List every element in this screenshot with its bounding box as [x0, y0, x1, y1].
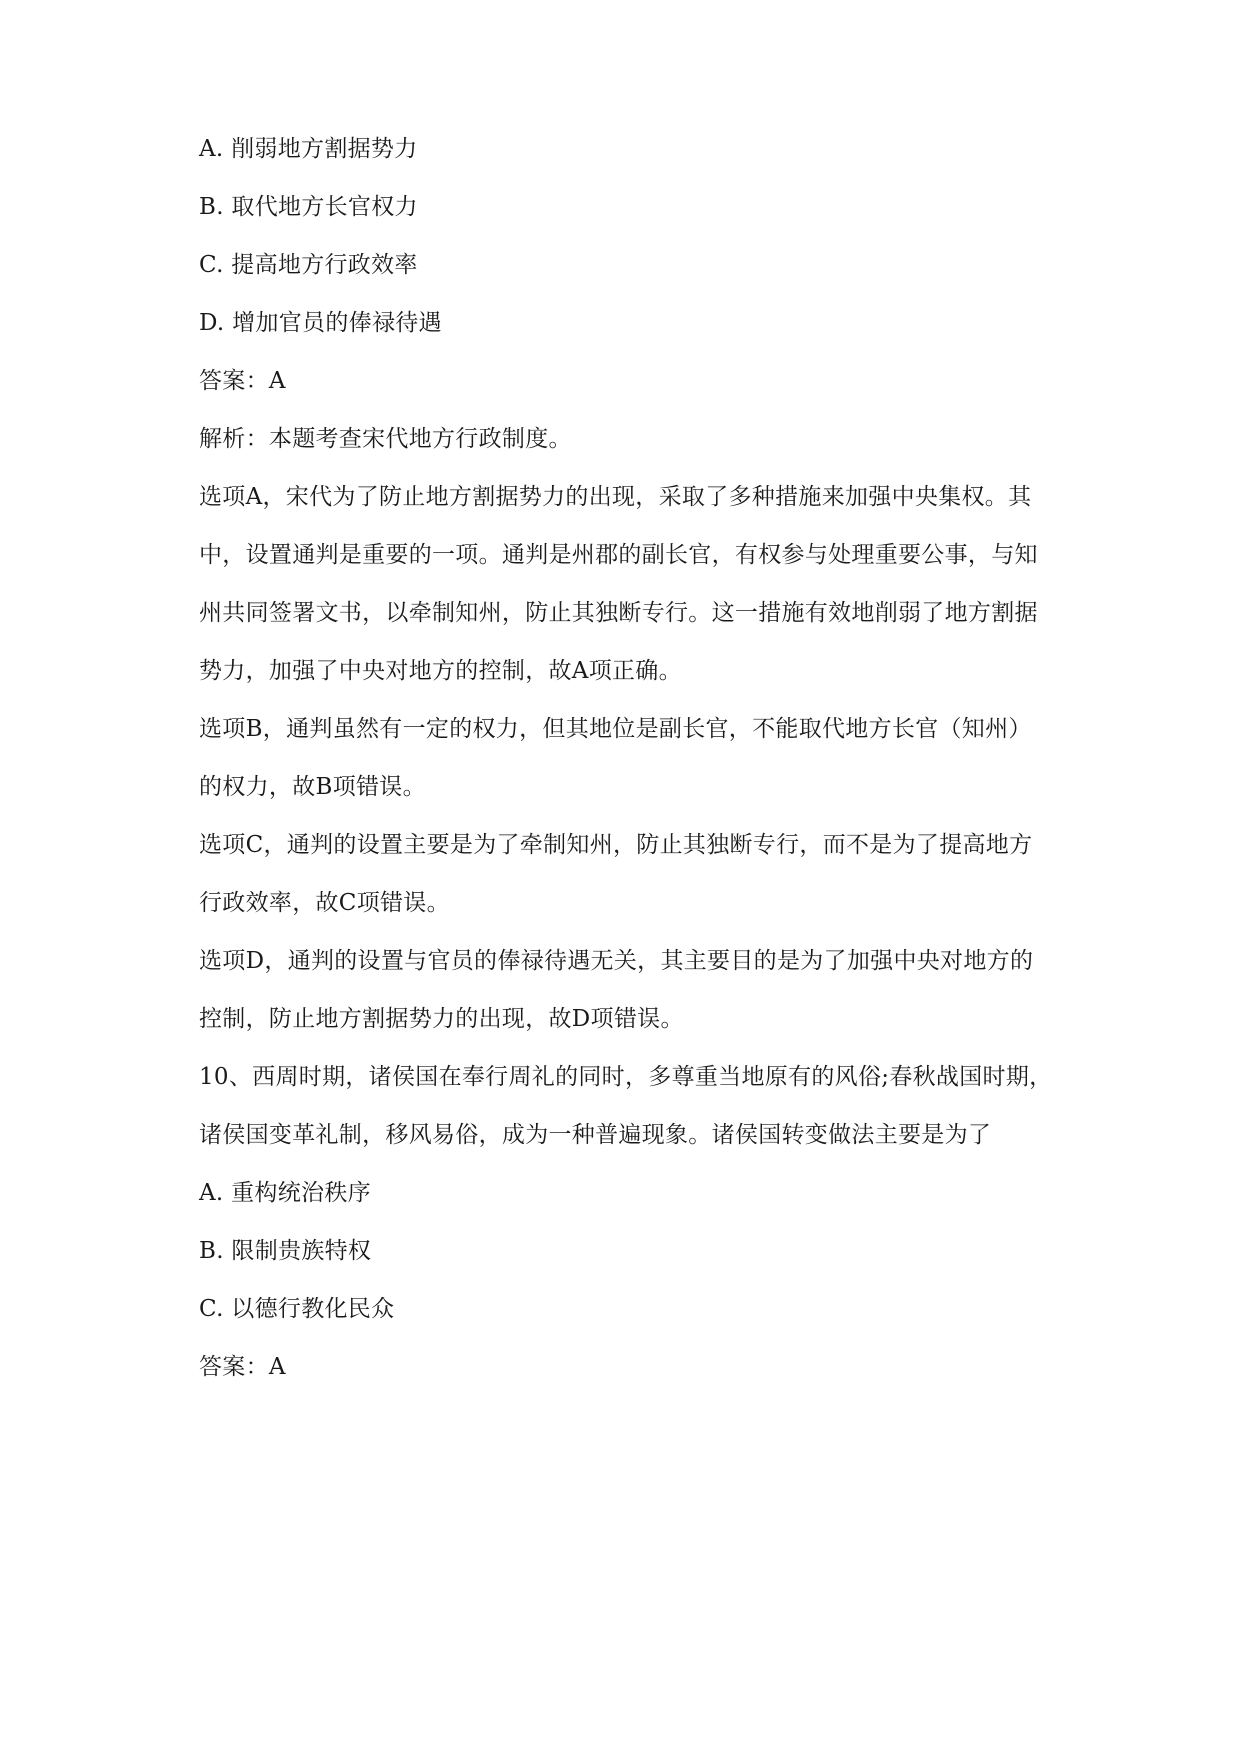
question-10-stem: 10、西周时期，诸侯国在奉行周礼的同时，多尊重当地原有的风俗;春秋战国时期， — [199, 1064, 1053, 1090]
analysis-line: 势力，加强了中央对地方的控制，故A项正确。 — [199, 658, 682, 684]
analysis-line: 选项A，宋代为了防止地方割据势力的出现，采取了多种措施来加强中央集权。其 — [199, 484, 1032, 510]
analysis-line: 控制，防止地方割据势力的出现，故D项错误。 — [199, 1006, 684, 1032]
analysis-line: 选项D，通判的设置与官员的俸禄待遇无关，其主要目的是为了加强中央对地方的 — [199, 948, 1034, 974]
option-a-q9: A. 削弱地方割据势力 — [199, 136, 418, 162]
option-c-q9: C. 提高地方行政效率 — [199, 252, 418, 278]
answer-q10: 答案：A — [199, 1354, 286, 1380]
analysis-line: 选项B，通判虽然有一定的权力，但其地位是副长官，不能取代地方长官（知州） — [199, 716, 1032, 742]
analysis-line: 选项C，通判的设置主要是为了牵制知州，防止其独断专行，而不是为了提高地方 — [199, 832, 1033, 858]
analysis-line: 的权力，故B项错误。 — [199, 774, 426, 800]
analysis-line: 中，设置通判是重要的一项。通判是州郡的副长官，有权参与处理重要公事，与知 — [199, 542, 1038, 568]
option-b-q9: B. 取代地方长官权力 — [199, 194, 418, 220]
analysis-heading: 解析：本题考查宋代地方行政制度。 — [199, 426, 572, 452]
option-d-q9: D. 增加官员的俸禄待遇 — [199, 310, 442, 336]
option-b-q10: B. 限制贵族特权 — [199, 1238, 372, 1264]
option-a-q10: A. 重构统治秩序 — [199, 1180, 371, 1206]
question-10-stem: 诸侯国变革礼制，移风易俗，成为一种普遍现象。诸侯国转变做法主要是为了 — [199, 1122, 992, 1148]
answer-q9: 答案：A — [199, 368, 286, 394]
option-c-q10: C. 以德行教化民众 — [199, 1296, 395, 1322]
analysis-line: 行政效率，故C项错误。 — [199, 890, 450, 916]
analysis-line: 州共同签署文书，以牵制知州，防止其独断专行。这一措施有效地削弱了地方割据 — [199, 600, 1038, 626]
